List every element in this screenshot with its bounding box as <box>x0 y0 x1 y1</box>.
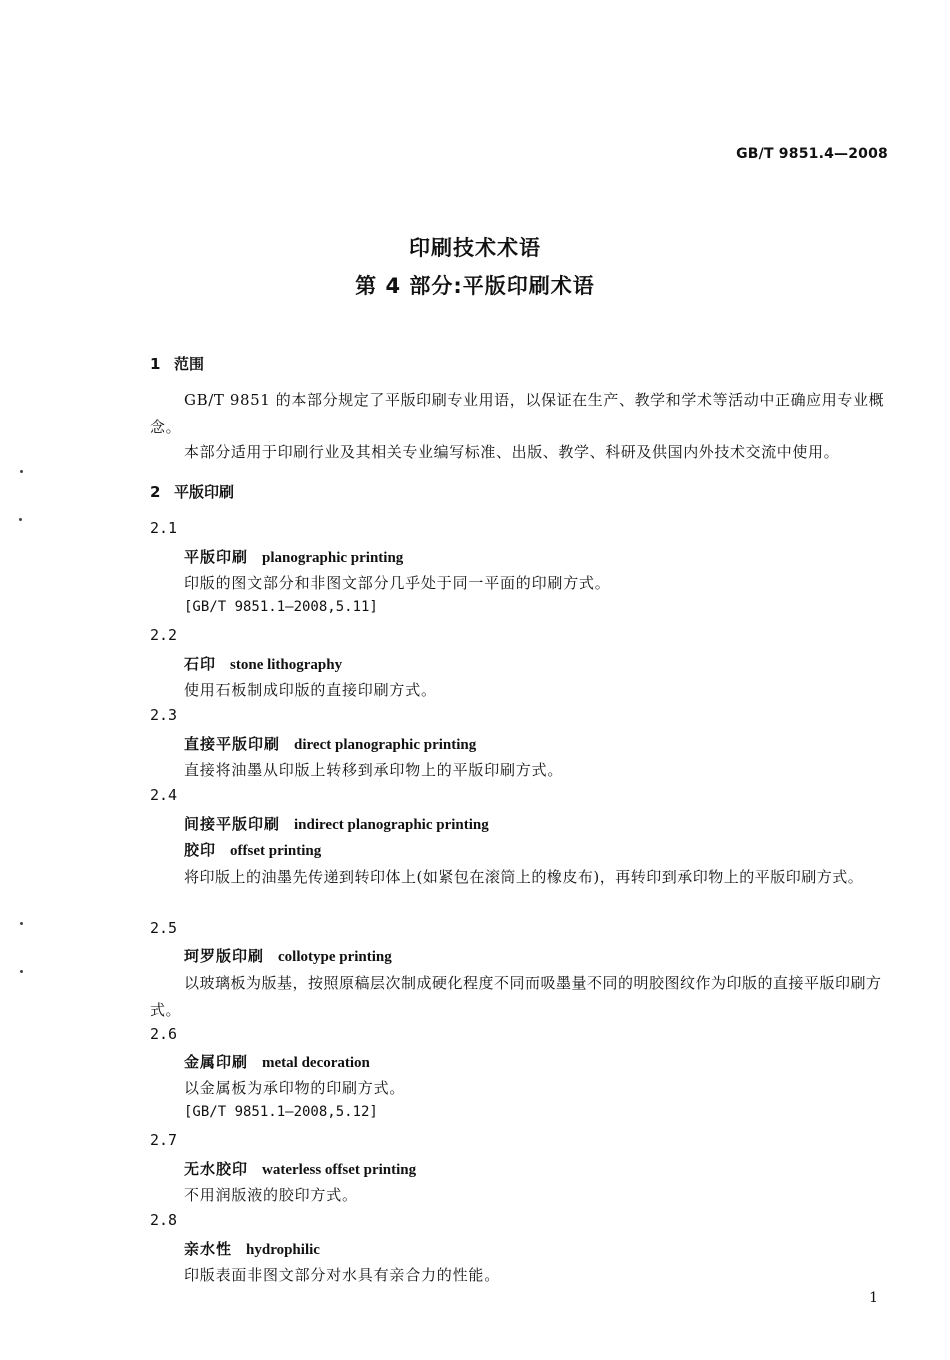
term-definition: 印版的图文部分和非图文部分几乎处于同一平面的印刷方式。 <box>184 574 611 592</box>
term-zh: 金属印刷 <box>184 1053 249 1071</box>
clause-number: 2.1 <box>150 519 178 537</box>
clause-number: 2.6 <box>150 1025 178 1043</box>
scope-paragraph: 本部分适用于印刷行业及其相关专业编写标准、出版、教学、科研及供国内外技术交流中使用。 <box>184 443 840 461</box>
term-synonym-entry <box>184 839 321 860</box>
term-entry <box>184 546 403 567</box>
term-definition: 将印版上的油墨先传递到转印体上(如紧包在滚筒上的橡皮布)，再转印到承印物上的平版印刷方式。 <box>184 868 864 886</box>
term-en: offset printing <box>230 843 322 859</box>
term-en: direct planographic printing <box>294 737 477 753</box>
scope-paragraph: GB/T 9851 的本部分规定了平版印刷专业用语，以保证在生产、教学和学术等活动中正确应用专业概念。 <box>150 391 885 436</box>
term-reference: [GB/T 9851.1—2008,5.11] <box>184 599 378 615</box>
section-heading <box>150 481 234 502</box>
term-en: waterless offset printing <box>262 1162 417 1178</box>
clause-number: 2.7 <box>150 1131 178 1149</box>
term-zh: 珂罗版印刷 <box>184 947 265 965</box>
standard-number: GB/T 9851.4—2008 <box>736 146 888 162</box>
clause-number: 2.3 <box>150 706 178 724</box>
document-subtitle: 第 4 部分:平版印刷术语 <box>355 274 595 298</box>
scan-speck <box>20 470 23 473</box>
term-entry <box>184 945 392 966</box>
term-definition: 直接将油墨从印版上转移到承印物上的平版印刷方式。 <box>184 761 564 779</box>
term-definition: 不用润版液的胶印方式。 <box>184 1186 358 1204</box>
term-reference: [GB/T 9851.1—2008,5.12] <box>184 1104 378 1120</box>
section-number: 2 <box>150 483 161 501</box>
section-title: 范围 <box>174 355 205 373</box>
term-entry <box>184 733 476 754</box>
term-zh: 平版印刷 <box>184 548 249 566</box>
clause-number: 2.4 <box>150 786 178 804</box>
term-entry <box>184 1051 370 1072</box>
term-zh: 胶印 <box>184 841 217 859</box>
term-en: collotype printing <box>278 949 392 965</box>
term-en: indirect planographic printing <box>294 817 489 833</box>
clause-number: 2.8 <box>150 1211 178 1229</box>
section-title: 平版印刷 <box>174 483 235 501</box>
term-zh: 直接平版印刷 <box>184 735 281 753</box>
term-zh: 无水胶印 <box>184 1160 249 1178</box>
scan-speck <box>20 970 23 973</box>
term-zh: 石印 <box>184 655 217 673</box>
term-en: stone lithography <box>230 657 343 673</box>
term-zh: 间接平版印刷 <box>184 815 281 833</box>
document-title: 印刷技术术语 <box>409 236 541 260</box>
term-en: planographic printing <box>262 550 404 566</box>
term-entry <box>184 1158 416 1179</box>
term-zh: 亲水性 <box>184 1240 233 1258</box>
section-number: 1 <box>150 355 161 373</box>
term-entry <box>184 813 489 834</box>
term-en: metal decoration <box>262 1055 370 1071</box>
term-entry <box>184 1238 320 1259</box>
term-definition: 以金属板为承印物的印刷方式。 <box>184 1079 406 1097</box>
term-definition: 使用石板制成印版的直接印刷方式。 <box>184 681 437 699</box>
term-en: hydrophilic <box>246 1242 320 1258</box>
term-definition: 印版表面非图文部分对水具有亲合力的性能。 <box>184 1266 501 1284</box>
clause-number: 2.2 <box>150 626 178 644</box>
scan-speck <box>19 518 22 521</box>
section-heading <box>150 353 204 374</box>
scan-speck <box>20 922 23 925</box>
clause-number: 2.5 <box>150 919 178 937</box>
term-entry <box>184 653 342 674</box>
page-number: 1 <box>869 1290 878 1306</box>
term-definition: 以玻璃板为版基，按照原稿层次制成硬化程度不同而吸墨量不同的明胶图纹作为印版的直接平版印刷方式。 <box>150 974 882 1019</box>
